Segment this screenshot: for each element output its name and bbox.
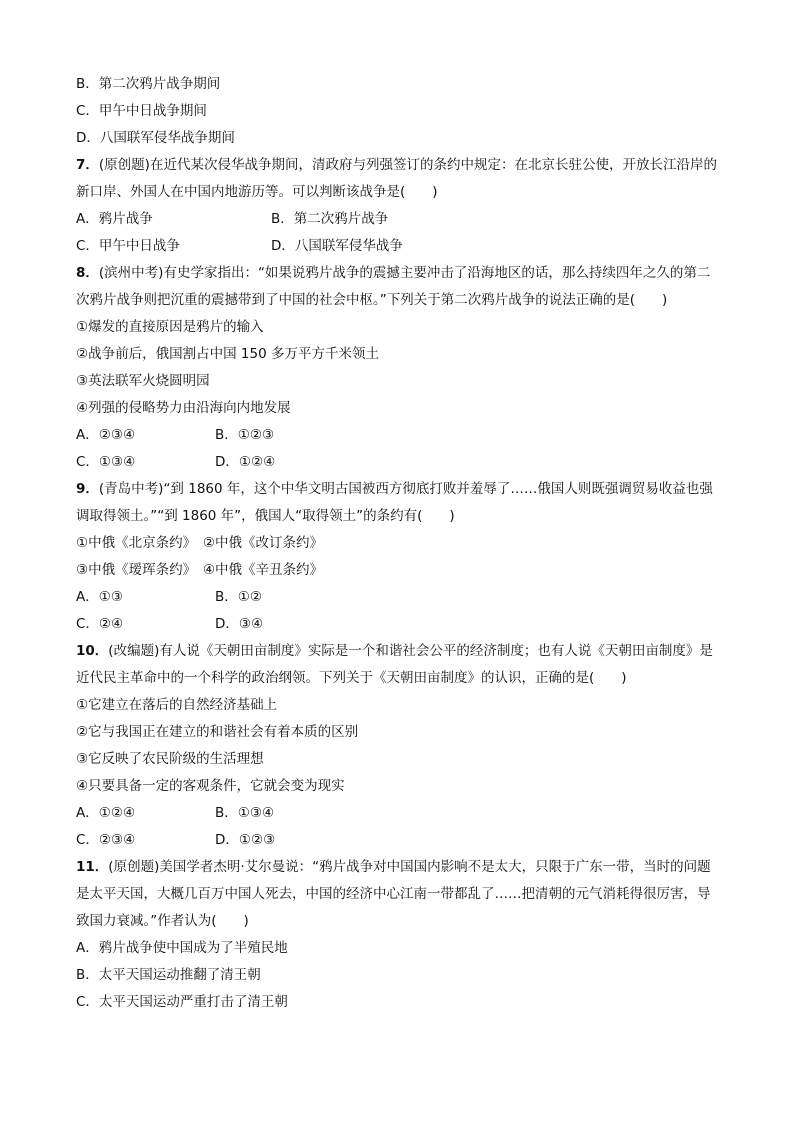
option-b: B．①② bbox=[215, 589, 262, 605]
question-text: (青岛中考)“到 1860 年，这个中华文明古国被西方彻底打败并羞辱了……俄国人则既强调贸易收益也强调取得领土。”“到 1860 年”，俄国人“取得领土”的条约有( ) bbox=[76, 481, 713, 524]
question-number: 7． bbox=[76, 157, 99, 173]
option-b: B．①③④ bbox=[215, 805, 275, 821]
option-b: B．①②③ bbox=[215, 427, 275, 443]
question-number: 8． bbox=[76, 265, 99, 281]
option-b: B．第二次鸦片战争期间 bbox=[76, 76, 221, 92]
option-a: A．①③ bbox=[76, 589, 123, 605]
option-c: C．①③④ bbox=[76, 454, 136, 470]
option-a: A．鸦片战争使中国成为了半殖民地 bbox=[76, 940, 288, 956]
question-text: (改编题)有人说《天朝田亩制度》实际是一个和谐社会公平的经济制度；也有人说《天朝田亩制度》是近代民主革命中的一个科学的政治纲领。下列关于《天朝田亩制度》的认识，正确的是( ) bbox=[76, 643, 713, 686]
option-a: A．鸦片战争 bbox=[76, 211, 153, 227]
option-d: D．八国联军侵华战争 bbox=[271, 238, 403, 254]
option-row bbox=[76, 449, 718, 476]
option-a: A．②③④ bbox=[76, 427, 136, 443]
question-number: 9． bbox=[76, 481, 99, 497]
option-row bbox=[76, 206, 718, 233]
option-b: B．太平天国运动推翻了清王朝 bbox=[76, 967, 261, 983]
question-text: (原创题)美国学者杰明·艾尔曼说：“鸦片战争对中国国内影响不是太大，只限于广东一带，当时的问题是太平天国，大概几百万中国人死去，中国的经济中心江南一带都乱了……把清朝的元气消耗得很厉害，导致国力衰减。”作者认为( ) bbox=[76, 859, 711, 929]
option-row bbox=[76, 584, 718, 611]
option-b: B．第二次鸦片战争 bbox=[271, 211, 389, 227]
option-row bbox=[76, 800, 718, 827]
statement-row: ①中俄《北京条约》 ②中俄《改订条约》 bbox=[76, 535, 323, 551]
question-text: (原创题)在近代某次侵华战争期间，清政府与列强签订的条约中规定：在北京长驻公使，开放长江沿岸的新口岸、外国人在中国内地游历等。可以判断该战争是( ) bbox=[76, 157, 717, 200]
statement-row: ③中俄《瑷珲条约》 ④中俄《辛丑条约》 bbox=[76, 562, 323, 578]
question-7-stem bbox=[76, 152, 718, 206]
question-10-stem bbox=[76, 638, 718, 692]
option-c: C．②③④ bbox=[76, 832, 136, 848]
question-text: (滨州中考)有史学家指出：“如果说鸦片战争的震撼主要冲击了沿海地区的话，那么持续四年之久的第二次鸦片战争则把沉重的震撼带到了中国的社会中枢。”下列关于第二次鸦片战争的说法正确的是( ) bbox=[76, 265, 711, 308]
option-c: C．甲午中日战争 bbox=[76, 238, 180, 254]
statement-2: ②战争前后，俄国割占中国 150 多万平方千米领土 bbox=[76, 346, 379, 362]
question-number: 10． bbox=[76, 643, 109, 659]
option-row bbox=[76, 422, 718, 449]
option-d: D．①②④ bbox=[215, 454, 276, 470]
question-number: 11． bbox=[76, 859, 109, 875]
question-8-stem bbox=[76, 260, 718, 314]
option-a: A．①②④ bbox=[76, 805, 136, 821]
question-11-stem bbox=[76, 854, 718, 935]
statement-1: ①它建立在落后的自然经济基础上 bbox=[76, 697, 278, 713]
option-d: D．八国联军侵华战争期间 bbox=[76, 130, 235, 146]
statement-3: ③英法联军火烧圆明园 bbox=[76, 373, 210, 389]
option-row bbox=[76, 611, 718, 638]
question-9-stem bbox=[76, 476, 718, 530]
statement-4: ④只要具备一定的客观条件，它就会变为现实 bbox=[76, 778, 345, 794]
statement-4: ④列强的侵略势力由沿海向内地发展 bbox=[76, 400, 291, 416]
question-page bbox=[76, 71, 718, 1016]
option-d: D．①②③ bbox=[215, 832, 276, 848]
option-d: D．③④ bbox=[215, 616, 264, 632]
statement-2: ②它与我国正在建立的和谐社会有着本质的区别 bbox=[76, 724, 359, 740]
statement-1: ①爆发的直接原因是鸦片的输入 bbox=[76, 319, 264, 335]
statement-3: ③它反映了农民阶级的生活理想 bbox=[76, 751, 264, 767]
option-c: C．太平天国运动严重打击了清王朝 bbox=[76, 994, 288, 1010]
option-c: C．②④ bbox=[76, 616, 124, 632]
option-row bbox=[76, 233, 718, 260]
option-c: C．甲午中日战争期间 bbox=[76, 103, 207, 119]
option-row bbox=[76, 827, 718, 854]
